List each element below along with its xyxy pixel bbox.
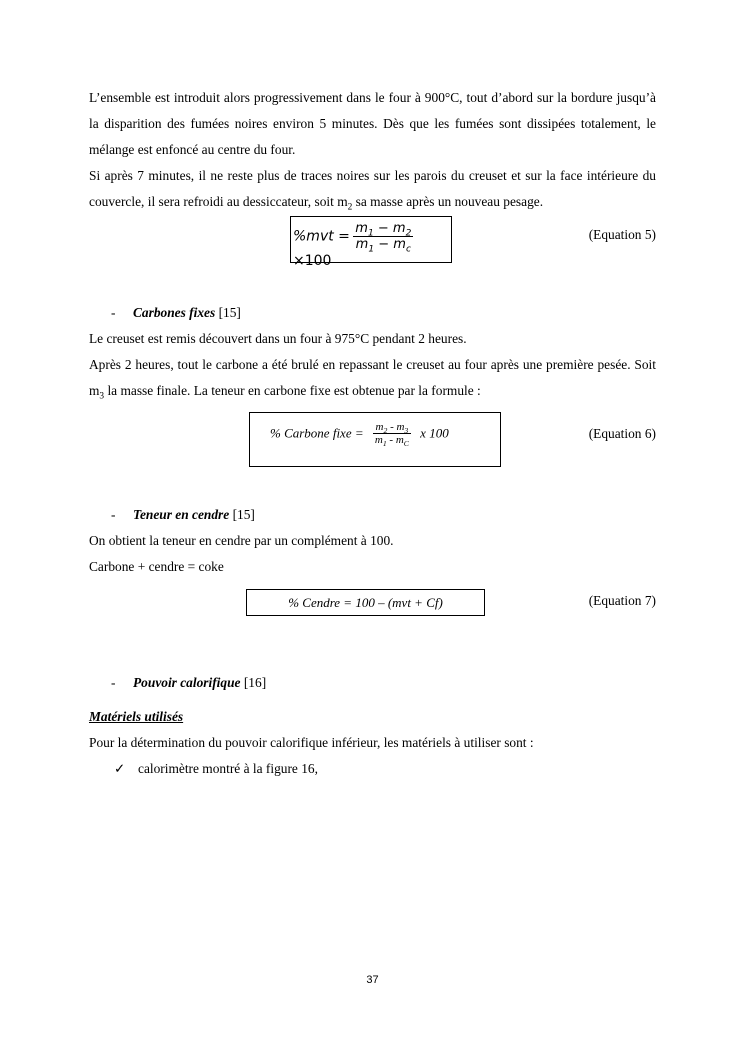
section-carbones-fixes: - Carbones fixes [15] [111,305,241,320]
document-body [89,85,656,783]
equation-5-fraction: $\frac{m_1 - m_2}{m_1 - m_c}$ [355,221,412,255]
equation-5-lhs: %mvt = [293,228,350,245]
equation-7-text: % Cendre = 100 – (mvt + Cf) [288,595,443,610]
checkmark-icon: ✓ [114,762,126,777]
section-pouvoir-calorifique: - Pouvoir calorifique [16] [111,675,267,690]
section-title: Teneur en cendre [133,507,230,522]
section-title: Carbones fixes [133,305,216,320]
equation-6-label: (Equation 6) [588,426,656,441]
equation-7-box [246,589,485,616]
section-title: Pouvoir calorifique [133,675,241,690]
page-number: 37 [366,974,379,986]
equation-5-label: (Equation 5) [588,227,656,242]
section-teneur-en-cendre: - Teneur en cendre [15] [111,507,255,522]
equation-6-lhs: % Carbone fixe = [270,425,364,441]
paragraph-materials-intro: Pour la détermination du pouvoir calorifique inférieur, les matériels à utiliser sont : [89,735,534,750]
materials-heading: Matériels utilisés [89,709,184,724]
paragraph-intro: L’ensemble est introduit alors progressivement dans le four à 900°C, tout d’abord sur la bordure jusqu’à la disparition des fumées noires environ 5 minutes. Dès que les fumées sont dissipées totalement, le mélange est enfoncé au centre du four. [89,90,656,157]
equation-6-box [249,412,501,467]
paragraph-after-two-hours: Après 2 heures, tout le carbone a été brulé en repassant le creuset au four après une première pesée. Soit $m_3$ la masse finale. La teneur en carbone fixe est obtenue par la formule : [89,357,656,402]
paragraph-coke: Carbone + cendre = coke [89,559,224,574]
paragraph-complement: On obtient la teneur en cendre par un complément à 100. [89,533,394,548]
equation-5-row [89,215,656,267]
equation-6-rhs: x 100 [420,425,449,441]
paragraph-creuset: Le creuset est remis découvert dans un four à 975°C pendant 2 heures. [89,331,467,346]
checklist-item: ✓ calorimètre montré à la figure 16, [89,756,656,783]
equation-5-box [290,216,452,269]
equation-7-row [89,580,656,632]
equation-5-rhs: ×100 [293,252,332,269]
equation-6-fraction: $\frac{m_2 - m_3}{m_1 - m_C}$ [374,421,409,449]
equation-6-row [89,404,656,462]
equation-7-label: (Equation 7) [588,593,656,608]
paragraph-seven-minutes: Si après 7 minutes, il ne reste plus de traces noires sur les parois du creuset et sur la face intérieure du couvercle, il sera refroidi au dessiccateur, soit $m_2$ sa masse après un nouveau pesage. [89,168,656,213]
